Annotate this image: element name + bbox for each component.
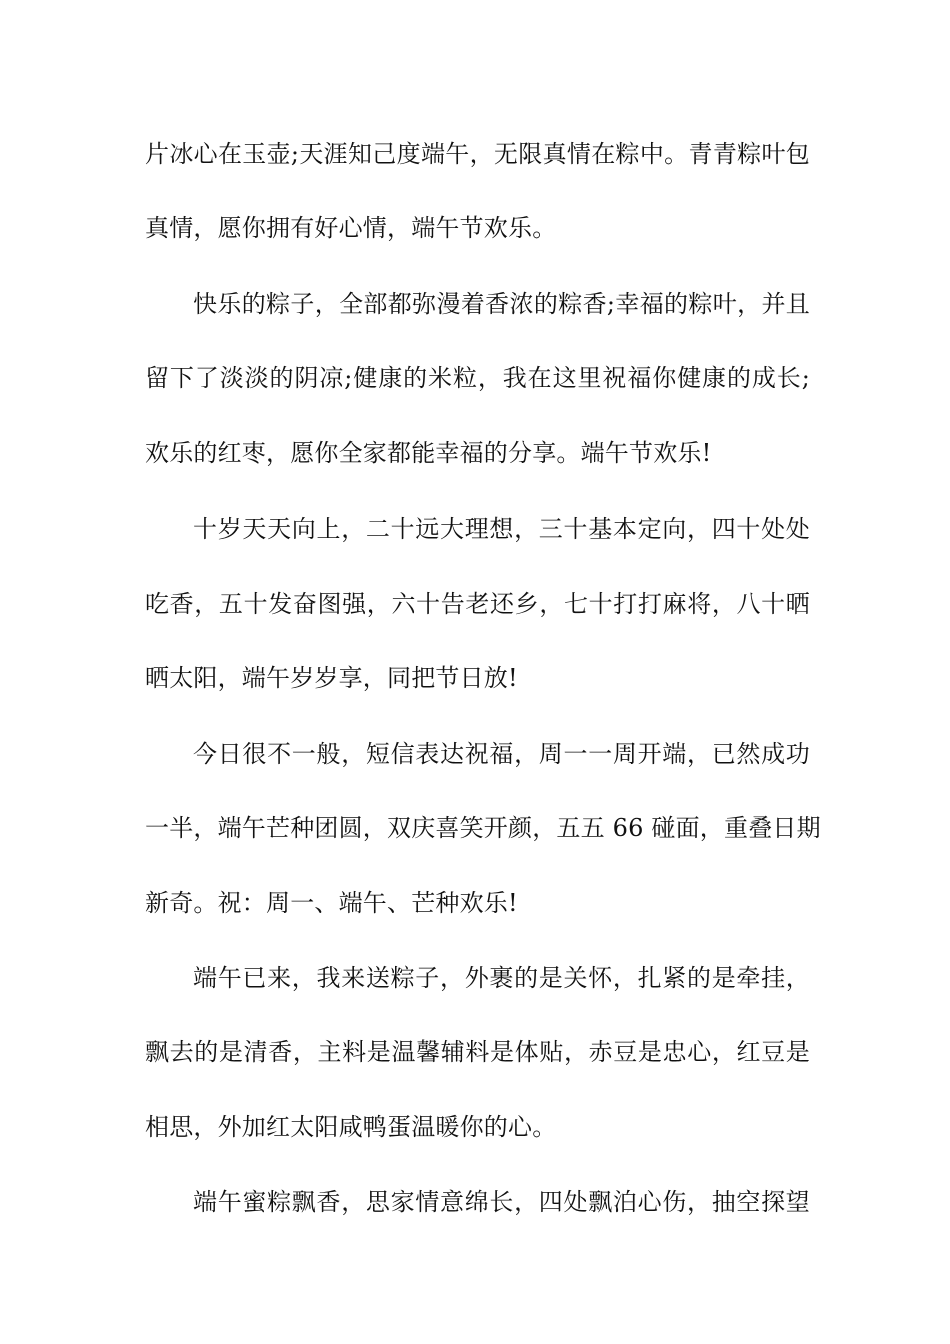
text-line: 留下了淡淡的阴凉;健康的米粒，我在这里祝福你健康的成长; [145, 364, 810, 392]
text-line: 欢乐的红枣，愿你全家都能幸福的分享。端午节欢乐! [145, 439, 712, 467]
text-line: 晒太阳，端午岁岁享，同把节日放! [145, 664, 518, 692]
text-line: 新奇。祝：周一、端午、芒种欢乐! [145, 889, 518, 917]
text-line: 吃香，五十发奋图强，六十告老还乡，七十打打麻将，八十晒 [145, 590, 810, 618]
text-line: 相思，外加红太阳咸鸭蛋温暖你的心。 [145, 1113, 557, 1141]
text-line: 一半，端午芒种团圆，双庆喜笑开颜，五五 66 碰面，重叠日期 [145, 814, 821, 842]
text-line: 飘去的是清香，主料是温馨辅料是体贴，赤豆是忠心，红豆是 [145, 1038, 810, 1066]
text-line: 真情，愿你拥有好心情，端午节欢乐。 [145, 214, 557, 242]
paragraph-first-line: 端午蜜粽飘香，思家情意绵长，四处飘泊心伤，抽空探望 [193, 1188, 810, 1216]
paragraph-first-line: 今日很不一般，短信表达祝福，周一一周开端，已然成功 [193, 740, 810, 768]
paragraph-first-line: 端午已来，我来送粽子，外裹的是关怀，扎紧的是牵挂， [193, 964, 810, 992]
paragraph-first-line: 十岁天天向上，二十远大理想，三十基本定向，四十处处 [193, 515, 810, 543]
text-line: 片冰心在玉壶;天涯知己度端午，无限真情在粽中。青青粽叶包 [145, 140, 810, 168]
paragraph-first-line: 快乐的粽子，全部都弥漫着香浓的粽香;幸福的粽叶，并且 [193, 290, 810, 318]
